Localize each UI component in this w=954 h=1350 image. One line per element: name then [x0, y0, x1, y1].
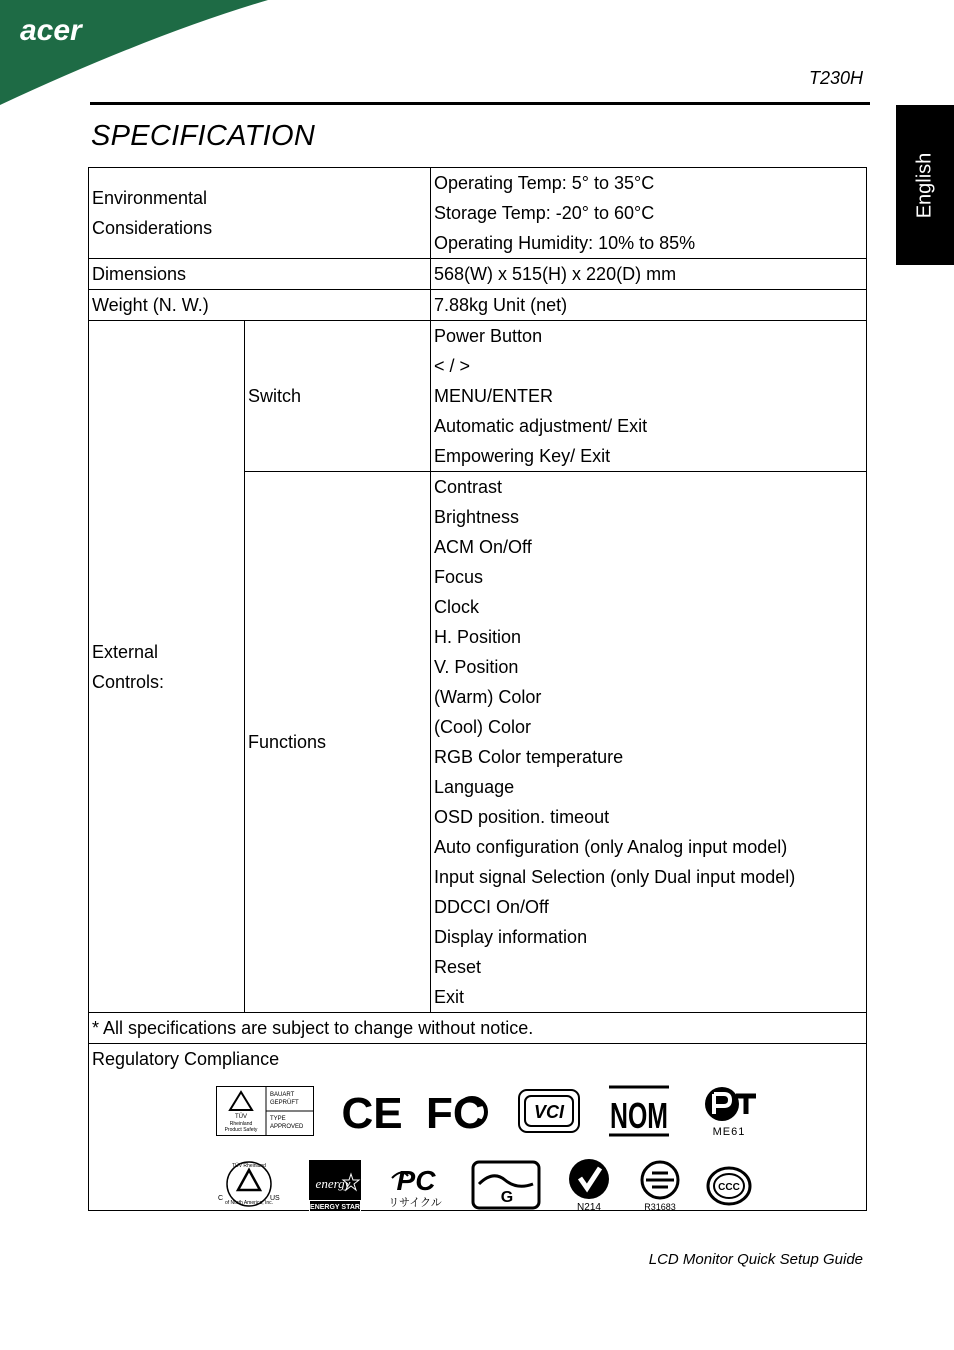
svg-text:TYPE: TYPE — [270, 1116, 286, 1122]
ce-mark — [341, 1088, 403, 1138]
svg-text:Product Safety: Product Safety — [224, 1127, 258, 1133]
model-number: T230H — [808, 68, 863, 88]
list-item: Input signal Selection (only Dual input model) — [434, 867, 796, 887]
switch-label: Switch — [245, 321, 431, 472]
list-item: Operating Humidity: 10% to 85% — [434, 233, 696, 253]
list-item: ACM On/Off — [434, 537, 532, 557]
svg-text:Rheinland: Rheinland — [229, 1121, 253, 1127]
svg-text:TÜV Rheinland: TÜV Rheinland — [232, 1163, 266, 1169]
list-item: Focus — [434, 567, 484, 587]
regulatory-cell — [89, 1044, 867, 1211]
svg-text:G: G — [500, 1189, 514, 1206]
svg-text:of North America, Inc.: of North America, Inc. — [224, 1200, 274, 1206]
list-item: RGB Color temperature — [434, 747, 624, 767]
regulatory-label: Regulatory Compliance — [92, 1049, 280, 1069]
env-label-line2: Considerations — [92, 218, 213, 238]
list-item: Reset — [434, 957, 482, 977]
list-item: OSD position. timeout — [434, 807, 610, 827]
list-item: V. Position — [434, 657, 519, 677]
dimensions-label: Dimensions — [89, 259, 431, 290]
env-label-cell — [89, 168, 431, 259]
svg-text:CCC: CCC — [718, 1182, 740, 1193]
table-row-dimensions — [89, 259, 867, 290]
svg-text:リサイクル: リサイクル — [388, 1196, 442, 1209]
svg-text:energy: energy — [315, 1176, 351, 1191]
svg-text:TÜV: TÜV — [235, 1114, 247, 1120]
svg-text:US: US — [270, 1195, 280, 1202]
list-item: Storage Temp: -20° to 60°C — [434, 203, 655, 223]
functions-values-cell — [431, 472, 867, 1013]
svg-text:VCI: VCI — [533, 1102, 565, 1122]
language-tab-label: English — [913, 152, 936, 218]
pct-logo — [700, 1084, 760, 1140]
pc-recycle-logo — [388, 1158, 442, 1214]
svg-text:GEPRÜFT: GEPRÜFT — [270, 1100, 299, 1106]
svg-text:FC: FC — [426, 1089, 485, 1138]
notice-text: * All specifications are subject to change without notice. — [89, 1013, 867, 1044]
svg-text:PC: PC — [396, 1165, 436, 1196]
list-item: Brightness — [434, 507, 520, 527]
list-item: Power Button — [434, 326, 543, 346]
list-item: MENU/ENTER — [434, 386, 554, 406]
vcci-logo — [517, 1088, 581, 1134]
table-row-environmental — [89, 168, 867, 259]
nom-logo — [607, 1084, 671, 1138]
env-values-cell — [431, 168, 867, 259]
tuv-north-america-logo — [216, 1158, 282, 1214]
external-controls-label-cell — [89, 321, 245, 1013]
list-item: DDCCI On/Off — [434, 897, 549, 917]
table-row-regulatory — [89, 1044, 867, 1211]
spec-table — [88, 167, 867, 1211]
fcc-logo — [424, 1088, 490, 1138]
svg-text:NOM: NOM — [610, 1095, 668, 1136]
svg-text:N214: N214 — [577, 1202, 601, 1213]
list-item: (Warm) Color — [434, 687, 542, 707]
svg-text:C: C — [218, 1195, 224, 1202]
env-label-line1: Environmental — [92, 188, 208, 208]
list-item: H. Position — [434, 627, 522, 647]
g-mark-logo — [471, 1160, 541, 1210]
list-item: Clock — [434, 597, 480, 617]
energy-star-logo — [309, 1160, 361, 1212]
list-item: Display information — [434, 927, 588, 947]
table-row-switch — [89, 321, 867, 472]
external-controls-line2: Controls: — [92, 671, 165, 692]
svg-text:ENERGY STAR: ENERGY STAR — [310, 1204, 360, 1211]
external-controls-line1: External — [92, 641, 159, 662]
list-item: Empowering Key/ Exit — [434, 446, 611, 466]
svg-text:CE: CE — [341, 1089, 403, 1138]
functions-label: Functions — [245, 472, 431, 1013]
list-item: Automatic adjustment/ Exit — [434, 416, 648, 436]
dimensions-value: 568(W) x 515(H) x 220(D) mm — [431, 259, 867, 290]
svg-text:ME61: ME61 — [712, 1126, 746, 1138]
table-row-notice — [89, 1013, 867, 1044]
footer-guide-title: LCD Monitor Quick Setup Guide — [648, 1251, 863, 1268]
list-item: Auto configuration (only Analog input model) — [434, 837, 788, 857]
gost-logo — [638, 1160, 682, 1214]
c-tick-logo — [566, 1158, 612, 1214]
list-item: Language — [434, 777, 515, 797]
list-item: Exit — [434, 987, 465, 1007]
language-tab[interactable] — [896, 105, 954, 265]
list-item: Operating Temp: 5° to 35°C — [434, 173, 655, 193]
ccc-logo — [706, 1166, 752, 1206]
tuv-gs-logo — [216, 1086, 314, 1136]
weight-value: 7.88kg Unit (net) — [431, 290, 867, 321]
list-item: < / > — [434, 356, 471, 376]
weight-label: Weight (N. W.) — [89, 290, 431, 321]
svg-text:BAUART: BAUART — [270, 1092, 295, 1098]
acer-wordmark: acer — [20, 14, 82, 47]
list-item: Contrast — [434, 477, 503, 497]
list-item: (Cool) Color — [434, 717, 532, 737]
compliance-logos — [92, 1074, 863, 1213]
page-title: SPECIFICATION — [91, 120, 316, 152]
switch-values-cell — [431, 321, 867, 472]
svg-text:APPROVED: APPROVED — [270, 1124, 304, 1130]
svg-text:R31683: R31683 — [644, 1202, 676, 1212]
table-row-weight — [89, 290, 867, 321]
header-rule — [90, 102, 870, 105]
acer-corner-logo — [0, 0, 270, 110]
